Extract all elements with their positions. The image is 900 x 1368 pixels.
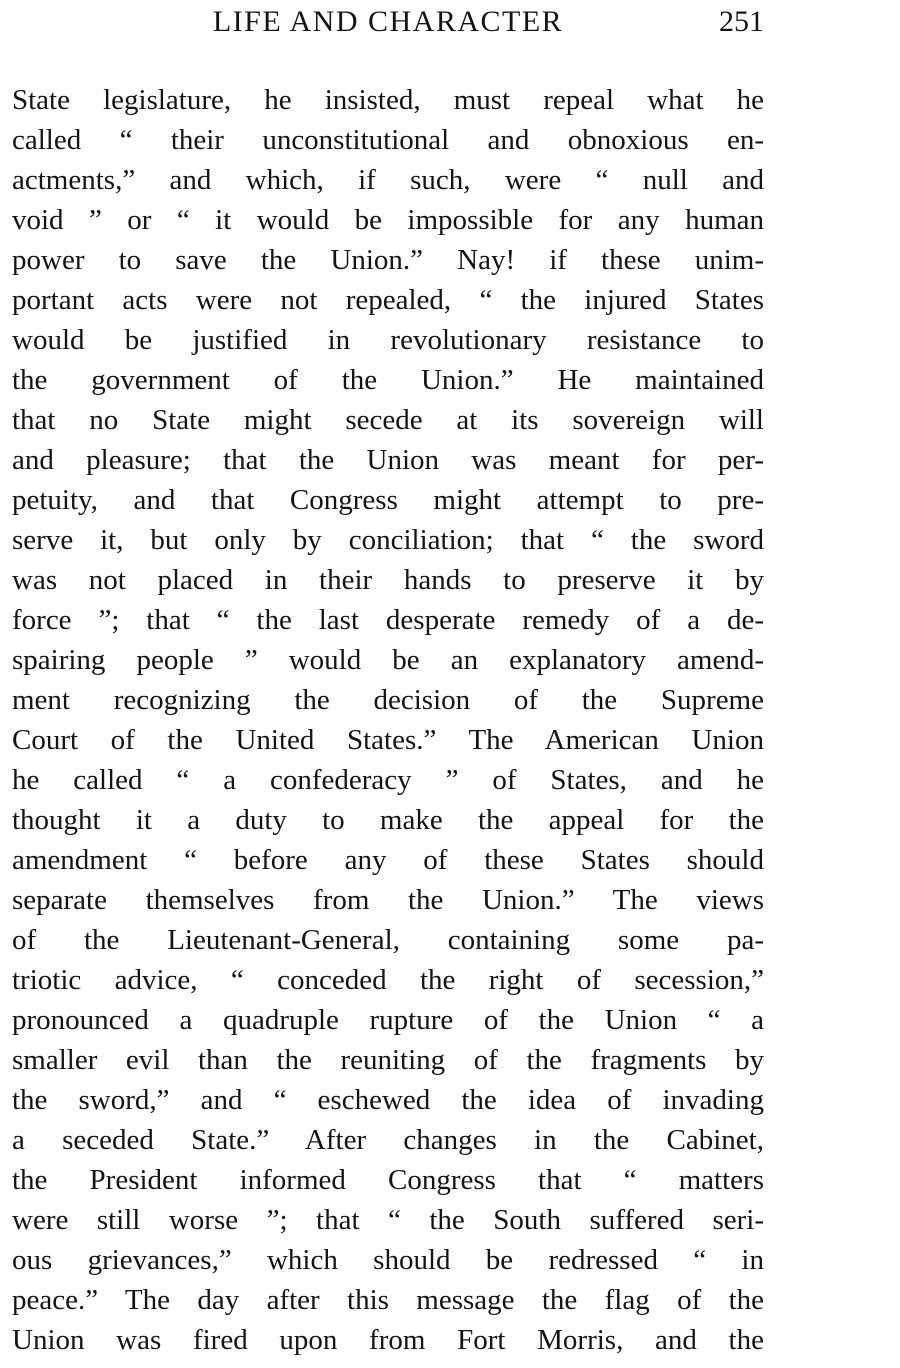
text-line: actments,” and which, if such, were “ null and (12, 164, 764, 196)
text-line: the government of the Union.” He maintained (12, 364, 764, 396)
text-line: amendment “ before any of these States should (12, 844, 764, 876)
text-line: spairing people ” would be an explanatory amend- (12, 644, 764, 676)
text-line: Union was fired upon from Fort Morris, and the (12, 1324, 764, 1356)
text-line: smaller evil than the reuniting of the fragments by (12, 1044, 764, 1076)
text-line: the President informed Congress that “ matters (12, 1164, 764, 1196)
text-line: separate themselves from the Union.” The views (12, 884, 764, 916)
text-line: ment recognizing the decision of the Supreme (12, 684, 764, 716)
text-line: ous grievances,” which should be redressed “ in (12, 1244, 764, 1276)
running-head (12, 0, 764, 44)
text-line: thought it a duty to make the appeal for the (12, 804, 764, 836)
text-line: was not placed in their hands to preserve it by (12, 564, 764, 596)
text-line: a seceded State.” After changes in the Cabinet, (12, 1124, 764, 1156)
text-line: peace.” The day after this message the flag of the (12, 1284, 764, 1316)
text-line: were still worse ”; that “ the South suffered seri- (12, 1204, 764, 1236)
text-line: the sword,” and “ eschewed the idea of invading (12, 1084, 764, 1116)
text-line: and pleasure; that the Union was meant for per- (12, 444, 764, 476)
running-title: LIFE AND CHARACTER (212, 5, 564, 38)
text-line: serve it, but only by conciliation; that “ the sword (12, 524, 764, 556)
text-line: Court of the United States.” The American Union (12, 724, 764, 756)
text-line: power to save the Union.” Nay! if these unim- (12, 244, 764, 276)
text-line: force ”; that “ the last desperate remedy of a de- (12, 604, 764, 636)
text-line: of the Lieutenant-General, containing some pa- (12, 924, 764, 956)
text-line: void ” or “ it would be impossible for any human (12, 204, 764, 236)
text-line: that no State might secede at its sovereign will (12, 404, 764, 436)
text-line: triotic advice, “ conceded the right of secession,” (12, 964, 764, 996)
text-line: petuity, and that Congress might attempt to pre- (12, 484, 764, 516)
text-line: pronounced a quadruple rupture of the Union “ a (12, 1004, 764, 1036)
text-line: would be justified in revolutionary resistance to (12, 324, 764, 356)
body-text (12, 80, 764, 1360)
text-line: called “ their unconstitutional and obnoxious en- (12, 124, 764, 156)
page-number: 251 (719, 5, 764, 38)
text-line: he called “ a confederacy ” of States, and he (12, 764, 764, 796)
text-line: State legislature, he insisted, must repeal what he (12, 84, 764, 116)
text-line: portant acts were not repealed, “ the injured States (12, 284, 764, 316)
